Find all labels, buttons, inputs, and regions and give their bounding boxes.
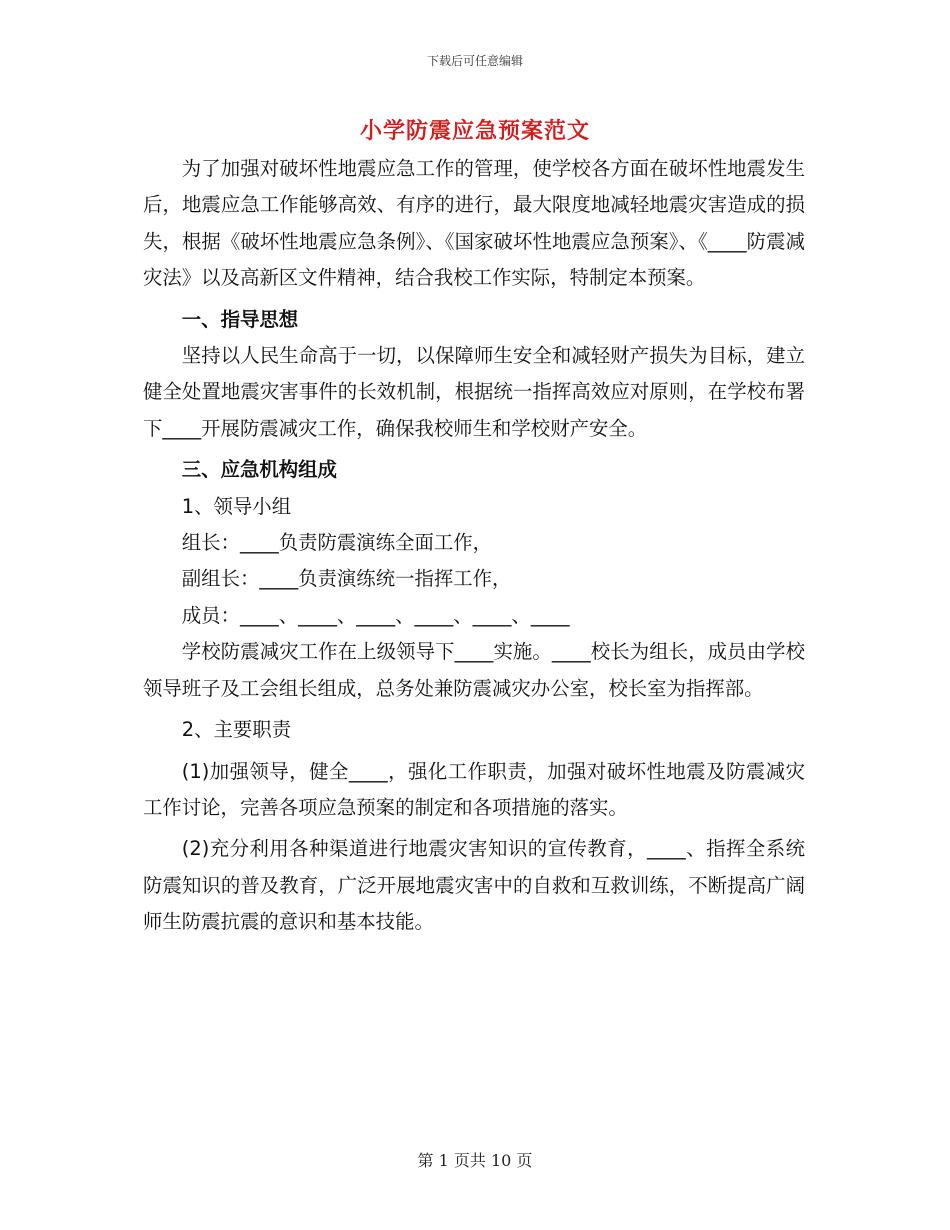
section-heading-emergency-organization: 三、应急机构组成	[181, 458, 337, 482]
guiding-ideology-paragraph: 坚持以人民生命高于一切，以保障师生安全和减轻财产损失为目标，建立健全处置地震灾害事件的长效机制，根据统一指挥高效应对原则，在学校布署下____开展防震减灾工作，确保我校师生和学校财产安全。	[143, 344, 805, 440]
subheading-leadership-group: 1、领导小组	[181, 494, 292, 518]
document-body	[143, 151, 805, 941]
page-header-note: 下载后可任意编辑	[426, 54, 523, 68]
deputy-leader-line: 副组长：____负责演练统一指挥工作，	[181, 567, 512, 591]
document-title: 小学防震应急预案范文	[359, 119, 590, 144]
intro-paragraph: 为了加强对破坏性地震应急工作的管理，使学校各方面在破坏性地震发生后，地震应急工作能够高效、有序的进行，最大限度地减轻地震灾害造成的损失，根据《破坏性地震应急条例》、《国家破坏性地震应急预案》、《____防震减灾法》以及高新区文件精神，结合我校工作实际，特制定本预案。	[143, 157, 805, 290]
section-heading-guiding-ideology: 一、指导思想	[181, 307, 299, 331]
leader-line: 组长：____负责防震演练全面工作，	[181, 531, 493, 555]
duty-item-1: (1)加强领导，健全____，强化工作职责，加强对破坏性地震及防震减灾工作讨论，完善各项应急预案的制定和各项措施的落实。	[143, 759, 805, 819]
organization-description-paragraph: 学校防震减灾工作在上级领导下____实施。____校长为组长，成员由学校领导班子及工会组长组成，总务处兼防震减灾办公室，校长室为指挥部。	[143, 640, 805, 700]
duty-item-2: (2)充分利用各种渠道进行地震灾害知识的宣传教育，____、指挥全系统防震知识的普及教育，广泛开展地震灾害中的自救和互救训练，不断提高广阔师生防震抗震的意识和基本技能。	[143, 837, 805, 934]
page-number-footer: 第 1 页共 10 页	[417, 1151, 533, 1170]
members-line: 成员：____、____、____、____、____、____	[181, 603, 570, 627]
subheading-main-duties: 2、主要职责	[181, 718, 292, 742]
